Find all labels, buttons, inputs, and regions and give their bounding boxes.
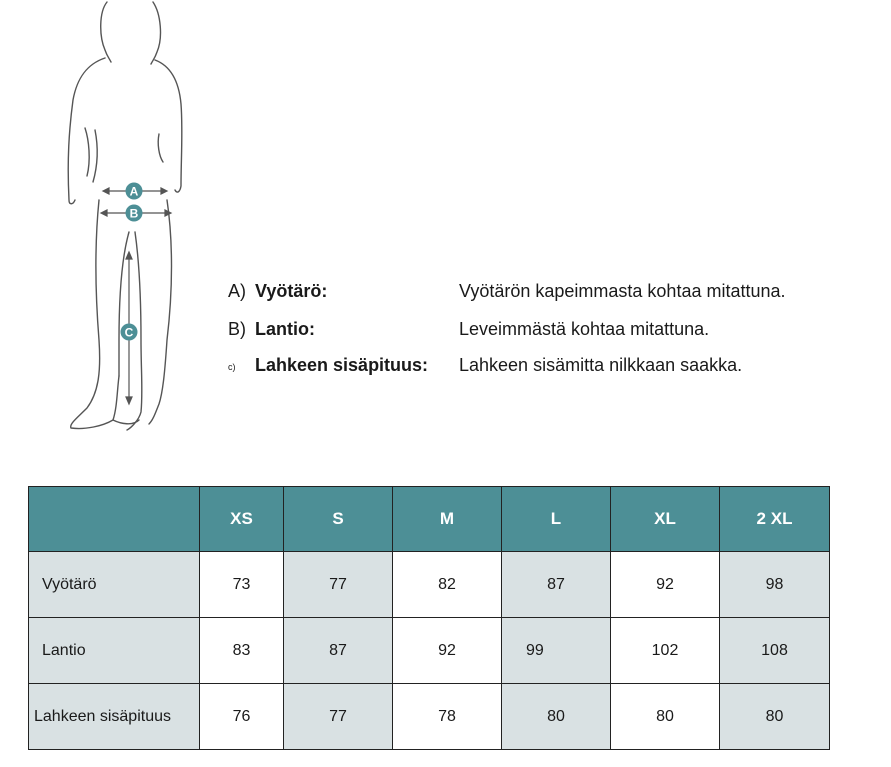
table-cell: 82 — [393, 552, 502, 618]
table-cell: 80 — [611, 684, 720, 750]
table-cell: 99 — [502, 618, 611, 684]
legend-description: Vyötärön kapeimmasta kohtaa mitattuna. — [459, 281, 786, 301]
size-table — [28, 486, 830, 750]
row-label: Lantio — [29, 618, 200, 684]
table-row-waist — [29, 552, 830, 618]
table-cell: 76 — [200, 684, 284, 750]
figure-leg-left — [71, 200, 119, 429]
svg-text:B: B — [129, 206, 139, 221]
legend-description: Leveimmästä kohtaa mitattuna. — [459, 319, 710, 339]
table-cell: 98 — [720, 552, 830, 618]
table-cell: 77 — [284, 552, 393, 618]
table-cell: 73 — [200, 552, 284, 618]
row-label: Lahkeen sisäpituus — [29, 684, 200, 750]
table-cell: 92 — [393, 618, 502, 684]
header-corner-cell — [29, 487, 200, 552]
size-header-xl: XL — [611, 487, 720, 552]
legend-term: Lantio: — [255, 319, 315, 339]
size-header-l: L — [502, 487, 611, 552]
legend-term: Lahkeen sisäpituus: — [255, 355, 429, 375]
table-cell: 102 — [611, 618, 720, 684]
marker-b — [126, 205, 143, 222]
svg-text:C: C — [124, 325, 134, 340]
table-row-inseam — [29, 684, 830, 750]
table-cell: 80 — [502, 684, 611, 750]
size-header-xs: XS — [200, 487, 284, 552]
figure-head — [101, 2, 161, 64]
table-cell: 78 — [393, 684, 502, 750]
table-cell: 87 — [284, 618, 393, 684]
legend-description: Lahkeen sisämitta nilkkaan saakka. — [459, 355, 743, 375]
legend-term: Vyötärö: — [255, 281, 328, 301]
marker-c — [121, 324, 138, 341]
size-header-s: S — [284, 487, 393, 552]
row-label: Vyötärö — [29, 552, 200, 618]
size-header-m: M — [393, 487, 502, 552]
size-header-row — [29, 487, 830, 552]
table-row-hip — [29, 618, 830, 684]
size-header-2xl: 2 XL — [720, 487, 830, 552]
table-cell: 87 — [502, 552, 611, 618]
body-measurement-figure — [55, 0, 205, 440]
figure-torso-right — [155, 60, 182, 192]
table-cell: 108 — [720, 618, 830, 684]
figure-leg-right — [149, 200, 172, 424]
table-cell: 77 — [284, 684, 393, 750]
svg-text:A: A — [129, 184, 139, 199]
table-cell: 92 — [611, 552, 720, 618]
table-cell: 83 — [200, 618, 284, 684]
legend-letter: B) — [228, 319, 246, 339]
legend-letter: c) — [228, 362, 236, 372]
legend-letter: A) — [228, 281, 246, 301]
marker-a — [126, 183, 143, 200]
table-cell: 80 — [720, 684, 830, 750]
